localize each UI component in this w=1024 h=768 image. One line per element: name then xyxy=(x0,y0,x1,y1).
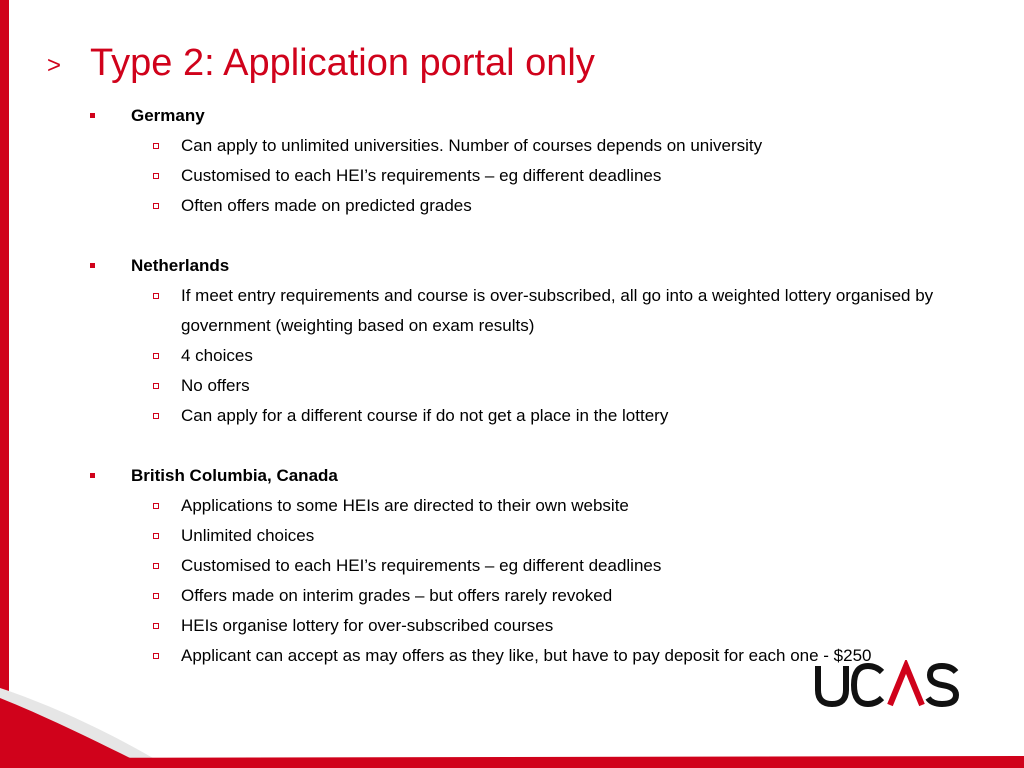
list-item xyxy=(90,341,960,371)
list-item-text: Offers made on interim grades – but offers rarely revoked xyxy=(181,586,613,605)
list-item-text: Often offers made on predicted grades xyxy=(181,196,472,215)
bullet-list xyxy=(90,281,960,431)
ucas-logo xyxy=(814,660,962,710)
hollow-square-bullet-icon xyxy=(153,203,159,209)
list-item xyxy=(90,521,960,551)
section-heading xyxy=(90,461,960,491)
section-heading xyxy=(90,251,960,281)
list-item xyxy=(90,191,960,221)
list-item xyxy=(90,551,960,581)
square-bullet-icon xyxy=(90,263,95,268)
list-item xyxy=(90,491,960,521)
list-item xyxy=(90,611,960,641)
list-item-text: Unlimited choices xyxy=(181,526,315,545)
list-item-text: Applicant can accept as may offers as they like, but have to pay deposit for each one - $250 xyxy=(181,646,872,665)
list-item-text: Can apply to unlimited universities. Number of courses depends on university xyxy=(181,136,763,155)
list-item-text: If meet entry requirements and course is over-subscribed, all go into a weighted lottery organised by government (weighting based on exam results) xyxy=(181,286,934,335)
list-item xyxy=(90,281,960,341)
square-bullet-icon xyxy=(90,473,95,478)
list-item-text: 4 choices xyxy=(181,346,253,365)
list-item xyxy=(90,581,960,611)
slide-content xyxy=(90,101,960,701)
section-netherlands xyxy=(90,251,960,431)
section-heading-text: Netherlands xyxy=(131,256,230,275)
list-item xyxy=(90,131,960,161)
hollow-square-bullet-icon xyxy=(153,143,159,149)
section-germany xyxy=(90,101,960,221)
hollow-square-bullet-icon xyxy=(153,653,159,659)
list-item xyxy=(90,371,960,401)
hollow-square-bullet-icon xyxy=(153,413,159,419)
section-heading-text: Germany xyxy=(131,106,205,125)
section-heading xyxy=(90,101,960,131)
list-item xyxy=(90,401,960,431)
section-heading-text: British Columbia, Canada xyxy=(131,466,338,485)
left-accent-bar xyxy=(0,0,9,768)
hollow-square-bullet-icon xyxy=(153,353,159,359)
square-bullet-icon xyxy=(90,113,95,118)
bullet-list xyxy=(90,491,960,671)
list-item-text: Customised to each HEI’s requirements – eg different deadlines xyxy=(181,166,662,185)
title-chevron-icon: > xyxy=(47,52,62,79)
list-item-text: Applications to some HEIs are directed to their own website xyxy=(181,496,629,515)
list-item-text: No offers xyxy=(181,376,250,395)
section-british-columbia xyxy=(90,461,960,671)
list-item-text: Customised to each HEI’s requirements – eg different deadlines xyxy=(181,556,662,575)
hollow-square-bullet-icon xyxy=(153,383,159,389)
hollow-square-bullet-icon xyxy=(153,533,159,539)
list-item-text: Can apply for a different course if do not get a place in the lottery xyxy=(181,406,669,425)
hollow-square-bullet-icon xyxy=(153,563,159,569)
list-item xyxy=(90,161,960,191)
hollow-square-bullet-icon xyxy=(153,593,159,599)
bullet-list xyxy=(90,131,960,221)
list-item-text: HEIs organise lottery for over-subscribed courses xyxy=(181,616,554,635)
hollow-square-bullet-icon xyxy=(153,503,159,509)
slide-title: Type 2: Application portal only xyxy=(90,42,595,84)
hollow-square-bullet-icon xyxy=(153,623,159,629)
hollow-square-bullet-icon xyxy=(153,293,159,299)
hollow-square-bullet-icon xyxy=(153,173,159,179)
